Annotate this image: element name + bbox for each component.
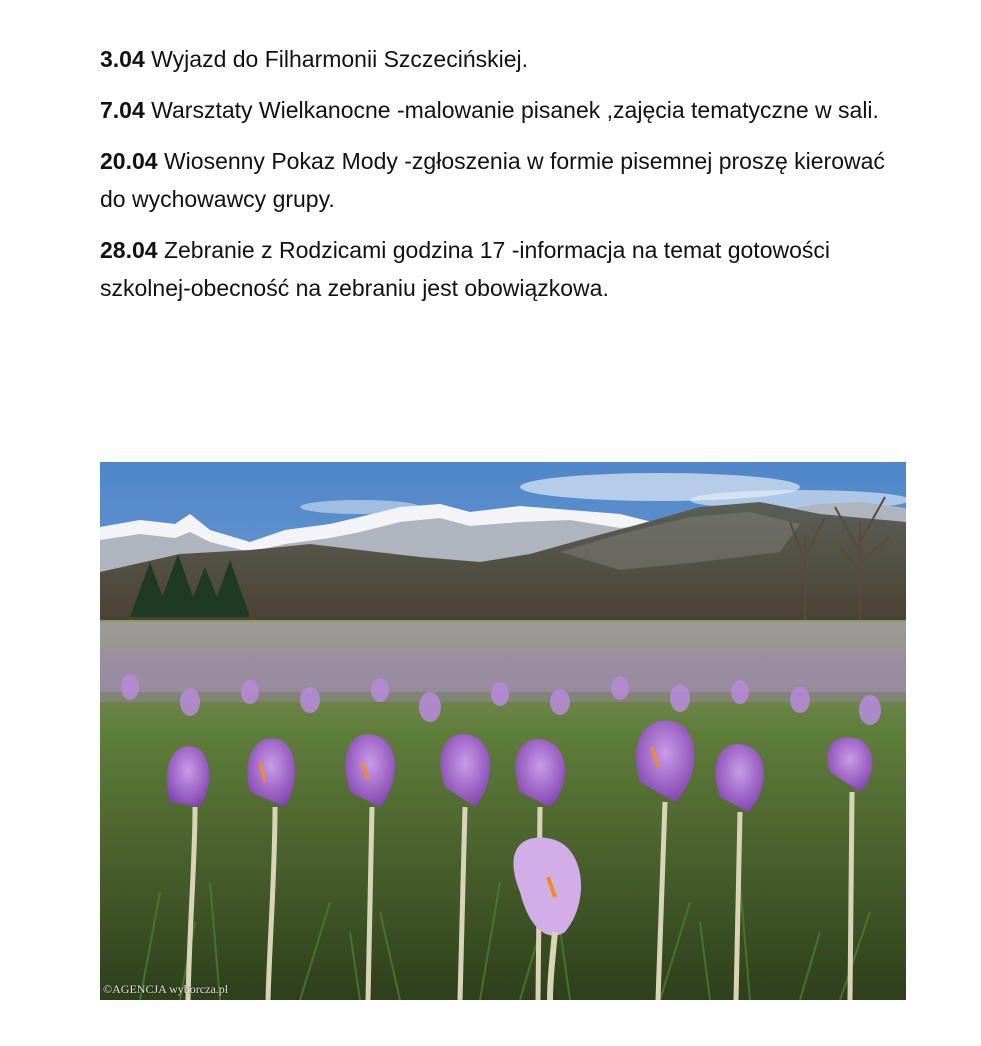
announcement-entry bbox=[100, 142, 910, 218]
entry-date: 7.04 bbox=[100, 97, 145, 123]
landscape-illustration bbox=[100, 462, 906, 1000]
announcement-entry bbox=[100, 91, 910, 129]
entry-text: Wyjazd do Filharmonii Szczecińskiej. bbox=[144, 46, 529, 72]
announcements bbox=[100, 40, 910, 320]
entry-text: Zebranie z Rodzicami godzina 17 -informacja na temat gotowości szkolnej-obecność na zebraniu jest obowiązkowa. bbox=[100, 237, 830, 301]
entry-text: Wiosenny Pokaz Mody -zgłoszenia w formie pisemnej proszę kierować do wychowawcy grupy. bbox=[100, 148, 885, 212]
entry-date: 3.04 bbox=[100, 46, 145, 72]
crocus-meadow-photo bbox=[100, 462, 906, 1000]
announcement-entry bbox=[100, 40, 910, 78]
entry-date: 20.04 bbox=[100, 148, 158, 174]
photo-credit: ©AGENCJA wyborcza.pl bbox=[103, 982, 229, 996]
announcement-entry bbox=[100, 231, 910, 307]
entry-date: 28.04 bbox=[100, 237, 158, 263]
entry-text: Warsztaty Wielkanocne -malowanie pisanek ,zajęcia tematyczne w sali. bbox=[144, 97, 879, 123]
